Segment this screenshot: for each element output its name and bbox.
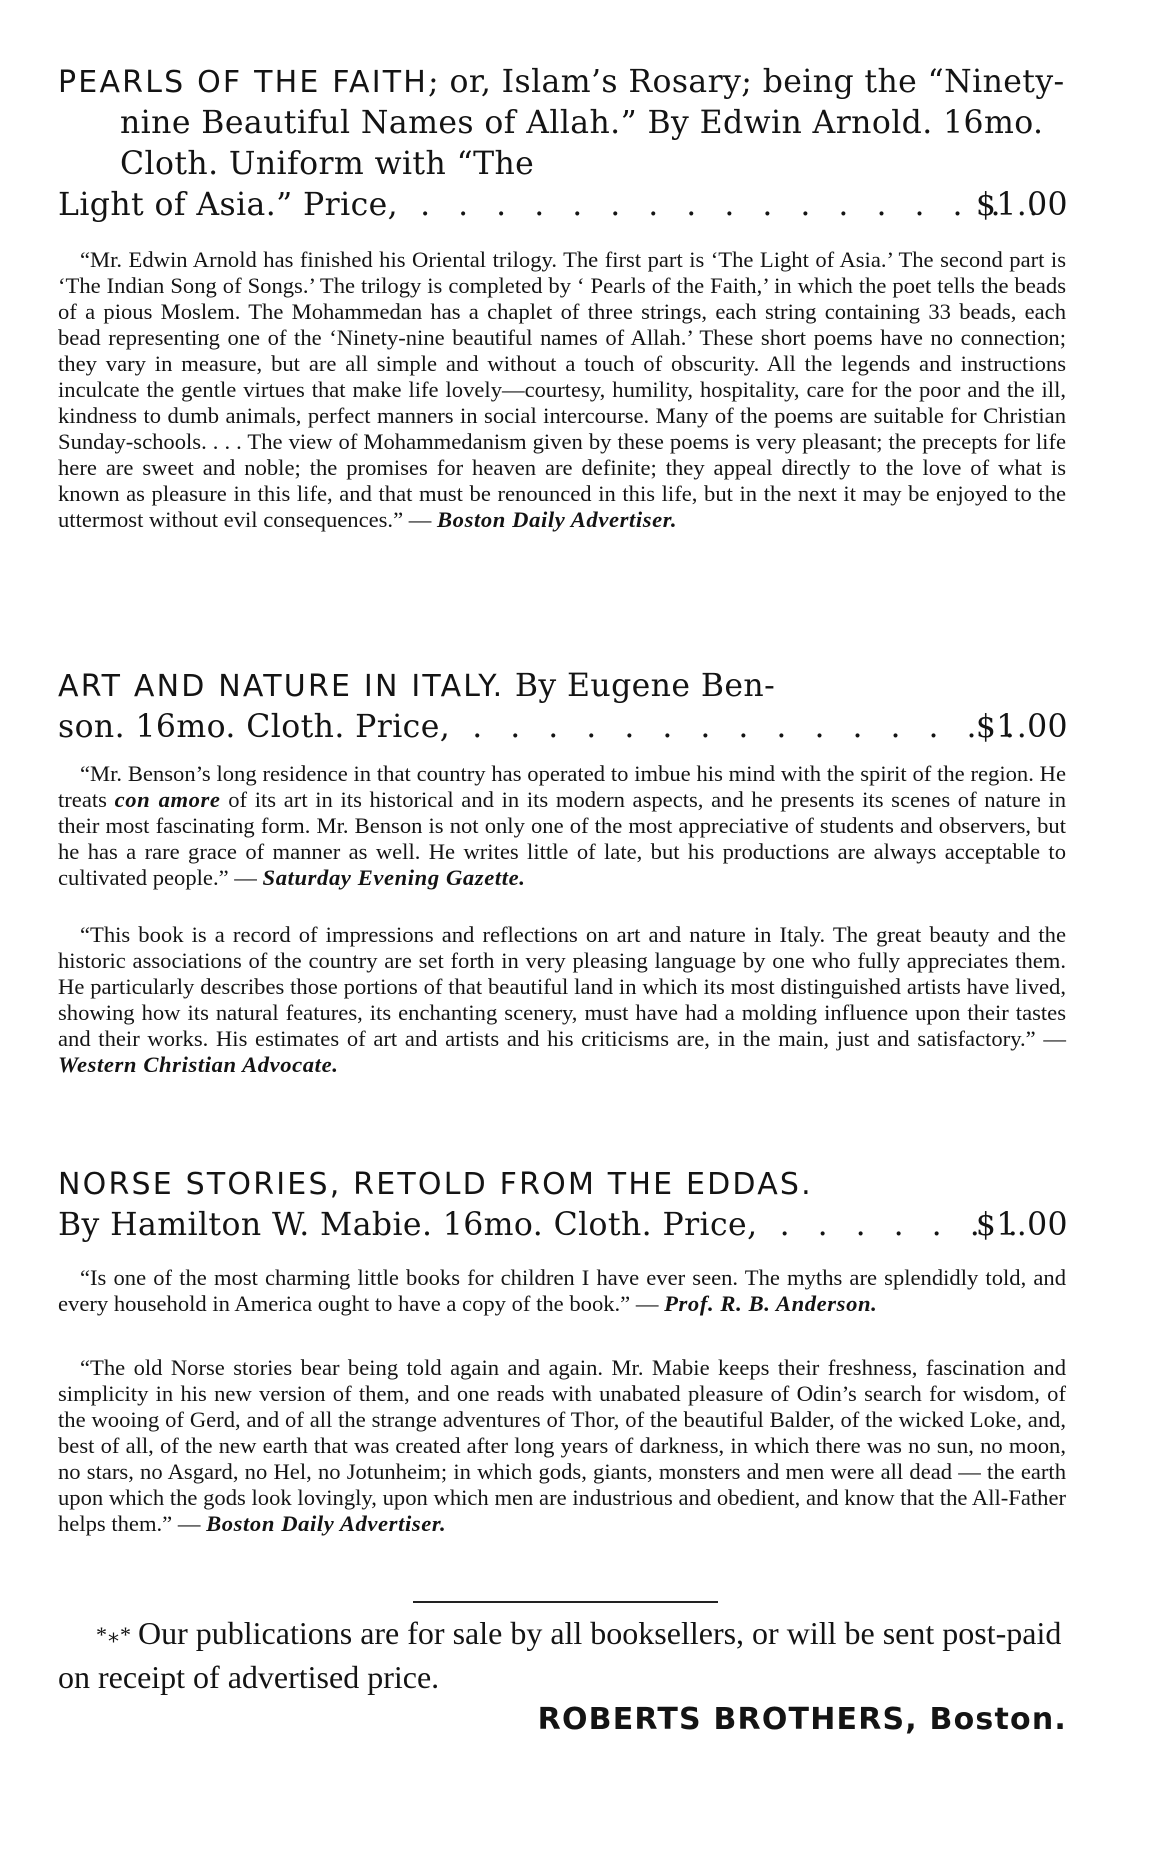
book-entry-norse-stories (58, 1164, 1068, 1246)
review-text-continued: of its art in its historical and in its modern aspects, and he presents its scenes of nature in their most fascinating form. Mr. Benson is not only one of the most appreciative of students and observers, but he has a rare grace of manner as well. He writes little of late, but his productions are always acceptable to cultivated people.” — (58, 787, 1066, 890)
footer-note-text: Our publications are for sale by all booksellers, or will be sent post-paid on receipt of advertised price. (58, 1615, 1062, 1695)
book-title: ART AND NATURE IN ITALY. (58, 669, 505, 704)
price-label: Light of Asia.” Price, (58, 187, 399, 223)
review-text: “Mr. Edwin Arnold has finished his Oriental trilogy. The first part is ‘The Light of Asia.’ The second part is ‘The Indian Song of Songs.’ The trilogy is completed by ‘ Pearls of the Faith,’ in which the poet tells the beads of a pious Moslem. The Mohammedan has a chaplet of three strings, each string containing 33 beads, each bead representing one of the ‘Ninety-nine beautiful names of Allah.’ These short poems have no connection; they vary in measure, but are all simple and without a touch of obscurity. All the legends and instructions inculcate the gentle virtues that make life lovely—courtesy, humility, hospitality, care for the poor and the ill, kindness to dumb animals, perfect manners in social intercourse. Many of the poems are suitable for Christian Sunday-schools. . . . The view of Mohammedanism given by these poems is very pleasant; the precepts for life here are sweet and noble; the promises for heaven are definite; they appeal directly to the love of what is known as pleasure in this life, and that must be renounced in this life, but in the next it may be enjoyed to the uttermost without evil consequences.” — (58, 247, 1066, 532)
price-label: By Hamilton W. Mabie. 16mo. Cloth. Price, (58, 1207, 758, 1243)
asterism-ornament: *⁎* (96, 1622, 132, 1647)
publisher-imprint: ROBERTS BROTHERS, Boston. (537, 1702, 1067, 1737)
review-source: Western Christian Advocate. (58, 1052, 339, 1077)
price-label: son. 16mo. Cloth. Price, (58, 709, 451, 745)
review-quote (58, 1265, 1066, 1317)
book-entry-art-and-nature-in-italy (58, 666, 1068, 748)
divider-rule (413, 1601, 718, 1603)
book-title: PEARLS OF THE FAITH (58, 65, 429, 100)
review-text: “Is one of the most charming little books for children I have ever seen. The myths are splendidly told, and every household in America ought to have a copy of the book.” — (58, 1265, 1066, 1316)
review-italic-phrase: con amore (114, 787, 221, 812)
price: $1.00 (975, 709, 1068, 745)
price: $1.00 (975, 187, 1068, 223)
price-line (58, 707, 1068, 748)
book-title: NORSE STORIES, RETOLD FROM THE EDDAS. (58, 1167, 813, 1202)
review-text: “The old Norse stories bear being told again and again. Mr. Mabie keeps their freshness, fascination and simplicity in his new version of them, and one reads with unabated pleasure of Odin’s search for wisdom, of the wooing of Gerd, and of all the strange adventures of Thor, of the beautiful Balder, of the wicked Loke, and, best of all, of the new earth that was created after long years of darkness, in which there was no sun, no moon, no stars, no Asgard, no Hel, no Jotunheim; in which gods, giants, monsters and men were all dead — the earth upon which the gods look lovingly, upon which men are industrious and obedient, and know that the All-Father helps them.” — (58, 1355, 1066, 1536)
review-quote (58, 761, 1066, 891)
review-text: “This book is a record of impressions and reflections on art and nature in Italy. The great beauty and the historic associations of the country are set forth in very pleasing language by one who fully appreciates them. He particularly describes those portions of that beautiful land in which its most distinguished artists have lived, showing how its natural features, its enchanting scenery, must have had a molding influence upon their tastes and their works. His estimates of art and artists and his criticisms are, in the main, just and satisfactory.” — (58, 922, 1066, 1051)
book-entry-pearls-of-the-faith (58, 62, 1068, 226)
price: $1.00 (975, 1207, 1068, 1243)
review-source: Boston Daily Advertiser. (206, 1511, 447, 1536)
book-title-details: By Eugene Ben- (514, 668, 776, 704)
leader-dots (398, 185, 1038, 226)
leader-dots (450, 707, 1038, 748)
price-line (58, 1205, 1068, 1246)
review-source: Prof. R. B. Anderson. (664, 1291, 878, 1316)
review-quote (58, 1355, 1066, 1537)
footer-note (58, 1612, 1068, 1698)
review-quote (58, 247, 1066, 533)
review-source: Saturday Evening Gazette. (262, 865, 526, 890)
book-title-details: ; or, Islam’s Rosary; being the “Ninety-nine Beautiful Names of Allah.” By Edwin Arnold. 16mo. Cloth. Uniform with “The (120, 64, 1065, 182)
price-line (58, 185, 1068, 226)
review-quote (58, 922, 1066, 1078)
review-source: Boston Daily Advertiser. (437, 507, 678, 532)
review-text: “Mr. Benson’s long residence in that country has operated to imbue his mind with the spirit of the region. He treats (58, 761, 1066, 812)
